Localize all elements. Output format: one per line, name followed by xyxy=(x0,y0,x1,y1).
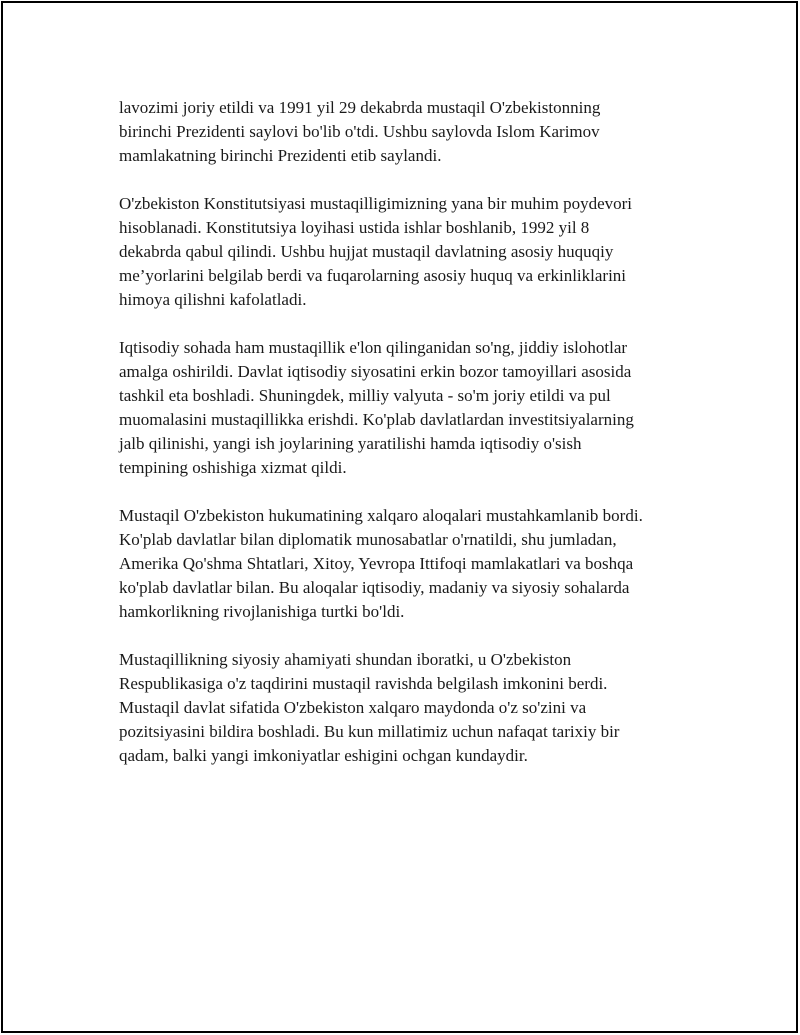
text-line: tashkil eta boshladi. Shuningdek, milliy valyuta - so'm joriy etildi va pul xyxy=(119,386,611,405)
text-line: mamlakatning birinchi Prezidenti etib saylandi. xyxy=(119,146,442,165)
text-line: dekabrda qabul qilindi. Ushbu hujjat mustaqil davlatning asosiy huquqiy xyxy=(119,242,614,261)
text-line: O'zbekiston Konstitutsiyasi mustaqilligimizning yana bir muhim poydevori xyxy=(119,194,633,213)
text-line: Mustaqil davlat sifatida O'zbekiston xalqaro maydonda o'z so'zini va xyxy=(119,698,587,717)
document-body xyxy=(119,96,709,792)
text-line: himoya qilishni kafolatladi. xyxy=(119,290,307,309)
text-line: Mustaqil O'zbekiston hukumatining xalqaro aloqalari mustahkamlanib bordi. xyxy=(119,506,643,525)
text-line: muomalasini mustaqillikka erishdi. Ko'plab davlatlardan investitsiyalarning xyxy=(119,410,634,429)
text-line: amalga oshirildi. Davlat iqtisodiy siyosatini erkin bozor tamoyillari asosida xyxy=(119,362,632,381)
text-line: Iqtisodiy sohada ham mustaqillik e'lon qilinganidan so'ng, jiddiy islohotlar xyxy=(119,338,628,357)
text-line: birinchi Prezidenti saylovi bo'lib o'tdi. Ushbu saylovda Islom Karimov xyxy=(119,122,600,141)
text-line: lavozimi joriy etildi va 1991 yil 29 dekabrda mustaqil O'zbekistonning xyxy=(119,98,601,117)
text-line: ko'plab davlatlar bilan. Bu aloqalar iqtisodiy, madaniy va siyosiy sohalarda xyxy=(119,578,630,597)
paragraph-2 xyxy=(119,192,709,312)
text-line: hisoblanadi. Konstitutsiya loyihasi ustida ishlar boshlanib, 1992 yil 8 xyxy=(119,218,590,237)
paragraph-5 xyxy=(119,648,709,768)
text-line: Ko'plab davlatlar bilan diplomatik munosabatlar o'rnatildi, shu jumladan, xyxy=(119,530,617,549)
document-page xyxy=(1,1,798,1033)
text-line: tempining oshishiga xizmat qildi. xyxy=(119,458,347,477)
text-line: Mustaqillikning siyosiy ahamiyati shundan iboratki, u O'zbekiston xyxy=(119,650,572,669)
paragraph-3 xyxy=(119,336,709,480)
text-line: Amerika Qo'shma Shtatlari, Xitoy, Yevropa Ittifoqi mamlakatlari va boshqa xyxy=(119,554,634,573)
text-line: me’yorlarini belgilab berdi va fuqarolarning asosiy huquq va erkinliklarini xyxy=(119,266,627,285)
text-line: pozitsiyasini bildira boshladi. Bu kun millatimiz uchun nafaqat tarixiy bir xyxy=(119,722,620,741)
text-line: Respublikasiga o'z taqdirini mustaqil ravishda belgilash imkonini berdi. xyxy=(119,674,608,693)
text-line: hamkorlikning rivojlanishiga turtki bo'ldi. xyxy=(119,602,405,621)
paragraph-4 xyxy=(119,504,709,624)
text-line: jalb qilinishi, yangi ish joylarining yaratilishi hamda iqtisodiy o'sish xyxy=(119,434,582,453)
paragraph-1 xyxy=(119,96,709,168)
text-line: qadam, balki yangi imkoniyatlar eshigini ochgan kundaydir. xyxy=(119,746,528,765)
